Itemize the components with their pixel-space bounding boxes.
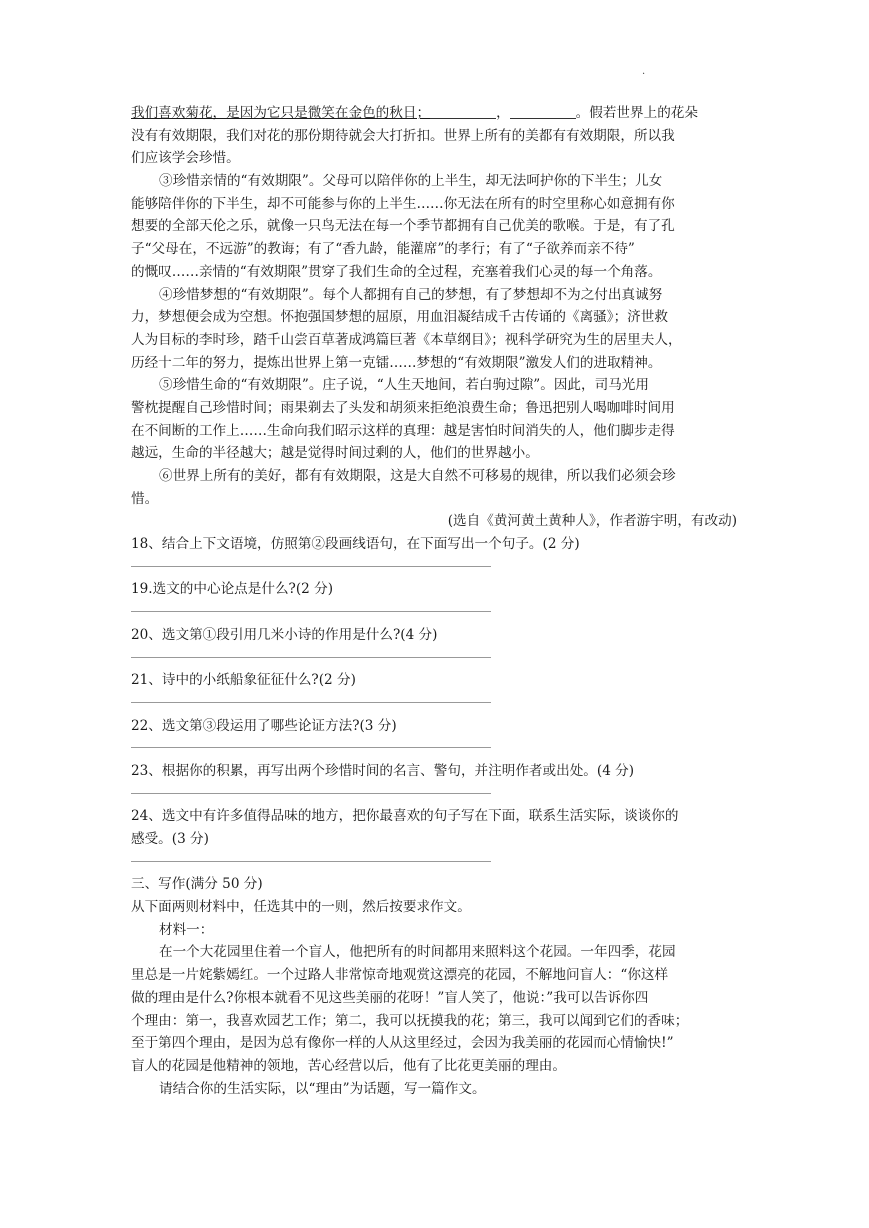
page-mark: . [642, 66, 646, 77]
passage-intro-line-3: 们应该学会珍惜。 [131, 150, 240, 167]
material-line: 个理由：第一，我喜欢园艺工作；第二，我可以抚摸我的花；第三，我可以闻到它们的香味； [131, 1012, 689, 1029]
p6-line: 惜。 [131, 490, 159, 507]
blank-separator: ， [496, 105, 510, 121]
fill-blank-2[interactable] [510, 104, 576, 119]
question-24-line-2: 感受。(3 分) [131, 831, 209, 847]
writing-heading: 三、写作(满分 50 分) [131, 876, 263, 893]
answer-line-18[interactable] [131, 556, 737, 579]
p3-line: 的慨叹……亲情的“有效期限”贯穿了我们生命的全过程，充塞着我们心灵的每一个角落。 [131, 263, 662, 280]
passage-source: (选自《黄河黄土黄种人》，作者游宇明，有改动) [447, 513, 737, 530]
passage-intro-line-2: 没有有效期限，我们对花的那份期待就会大打折扣。世界上所有的美都有有效期限，所以我 [131, 127, 675, 144]
p5-line: 在不间断的工作上……生命向我们昭示这样的真理：越是害怕时间消失的人，他们脚步走得 [131, 422, 675, 439]
material-line: 至于第四个理由，是因为总有像你一样的人从这里经过，会因为我美丽的花园而心情愉快!” [131, 1035, 674, 1052]
p5-line: 警枕提醒自己珍惜时间；雨果剃去了头发和胡须来拒绝浪费生命；鲁迅把别人喝咖啡时间用 [131, 399, 675, 416]
material-line: 里总是一片姹紫嫣红。一个过路人非常惊奇地观赏这漂亮的花园，不解地问盲人：“你这样 [131, 967, 669, 984]
question-22: 22、选文第③段运用了哪些论证方法?(3 分) [131, 717, 397, 734]
material-line: 盲人的花园是他精神的领地，苦心经营以后，他有了比花更美丽的理由。 [131, 1057, 566, 1074]
answer-line-24[interactable] [131, 851, 737, 874]
p3-line: 子“父母在，不远游”的教诲；有了“香九龄，能灌席”的孝行；有了“子欲养而亲不待” [131, 241, 635, 258]
p6-line: ⑥世界上所有的美好，都有有效期限，这是大自然不可移易的规律，所以我们必须会珍 [159, 468, 676, 484]
answer-line-22[interactable] [131, 737, 737, 760]
material-line: 做的理由是什么?你根本就看不见这些美丽的花呀！”盲人笑了，他说：”我可以告诉你四 [131, 989, 649, 1006]
intro-line-end: 。假若世界上的花朵 [575, 105, 698, 121]
question-18: 18、结合上下文语境，仿照第②段画线语句，在下面写出一个句子。(2 分) [131, 536, 580, 553]
answer-line-21[interactable] [131, 692, 737, 715]
passage-intro-line-1 [131, 102, 737, 125]
question-24-line-1: 24、选文中有许多值得品味的地方，把你最喜欢的句子写在下面，联系生活实际，谈谈你的 [131, 808, 679, 825]
material-line: 在一个大花园里住着一个盲人，他把所有的时间都用来照料这个花园。一年四季，花园 [159, 944, 676, 961]
p4-line: ④珍惜梦想的“有效期限”。每个人都拥有自己的梦想，有了梦想却不为之付出真诚努 [159, 286, 663, 303]
answer-line-19[interactable] [131, 601, 737, 624]
question-20: 20、选文第①段引用几米小诗的作用是什么?(4 分) [131, 626, 438, 643]
p5-line: ⑤珍惜生命的“有效期限”。庄子说，“人生天地间，若白驹过隙”。因此，司马光用 [159, 377, 649, 394]
material-label: 材料一： [159, 921, 214, 938]
question-19: 19.选文的中心论点是什么?(2 分) [131, 581, 334, 598]
fill-blank-1[interactable] [430, 104, 496, 119]
writing-task: 请结合你的生活实际，以“理由”为话题，写一篇作文。 [159, 1080, 486, 1097]
p3-line: 能够陪伴你的下半生，却不可能参与你的上半生……你无法在所有的时空里称心如意拥有你 [131, 195, 675, 212]
underlined-sentence: 我们喜欢菊花，是因为它只是微笑在金色的秋日； [131, 105, 431, 121]
writing-instruction: 从下面两则材料中，任选其中的一则，然后按要求作文。 [131, 899, 471, 916]
question-23: 23、根据你的积累，再写出两个珍惜时间的名言、警句，并注明作者或出处。(4 分) [131, 762, 635, 779]
exam-content [131, 102, 737, 1100]
question-21: 21、诗中的小纸船象征征什么?(2 分) [131, 672, 356, 689]
answer-line-20[interactable] [131, 647, 737, 670]
p4-line: 人为目标的李时珍，踏千山尝百草著成鸿篇巨著《本草纲目》；视科学研究为生的居里夫人， [131, 331, 682, 348]
p5-line: 越远，生命的半径越大；越是觉得时间过剩的人，他们的世界越小。 [131, 445, 539, 462]
p4-line: 力，梦想便会成为空想。怀抱强国梦想的屈原，用血泪凝结成千古传诵的《离骚》；济世救 [131, 309, 668, 326]
p3-line: ③珍惜亲情的“有效期限”。父母可以陪伴你的上半生，却无法呵护你的下半生；儿女 [159, 173, 663, 190]
answer-line-23[interactable] [131, 783, 737, 806]
p4-line: 历经十二年的努力，提炼出世界上第一克镭……梦想的“有效期限”激发人们的进取精神。 [131, 354, 662, 371]
p3-line: 想要的全部天伦之乐，就像一只鸟无法在每一个季节都拥有自己优美的歌喉。于是，有了孔 [131, 218, 675, 235]
